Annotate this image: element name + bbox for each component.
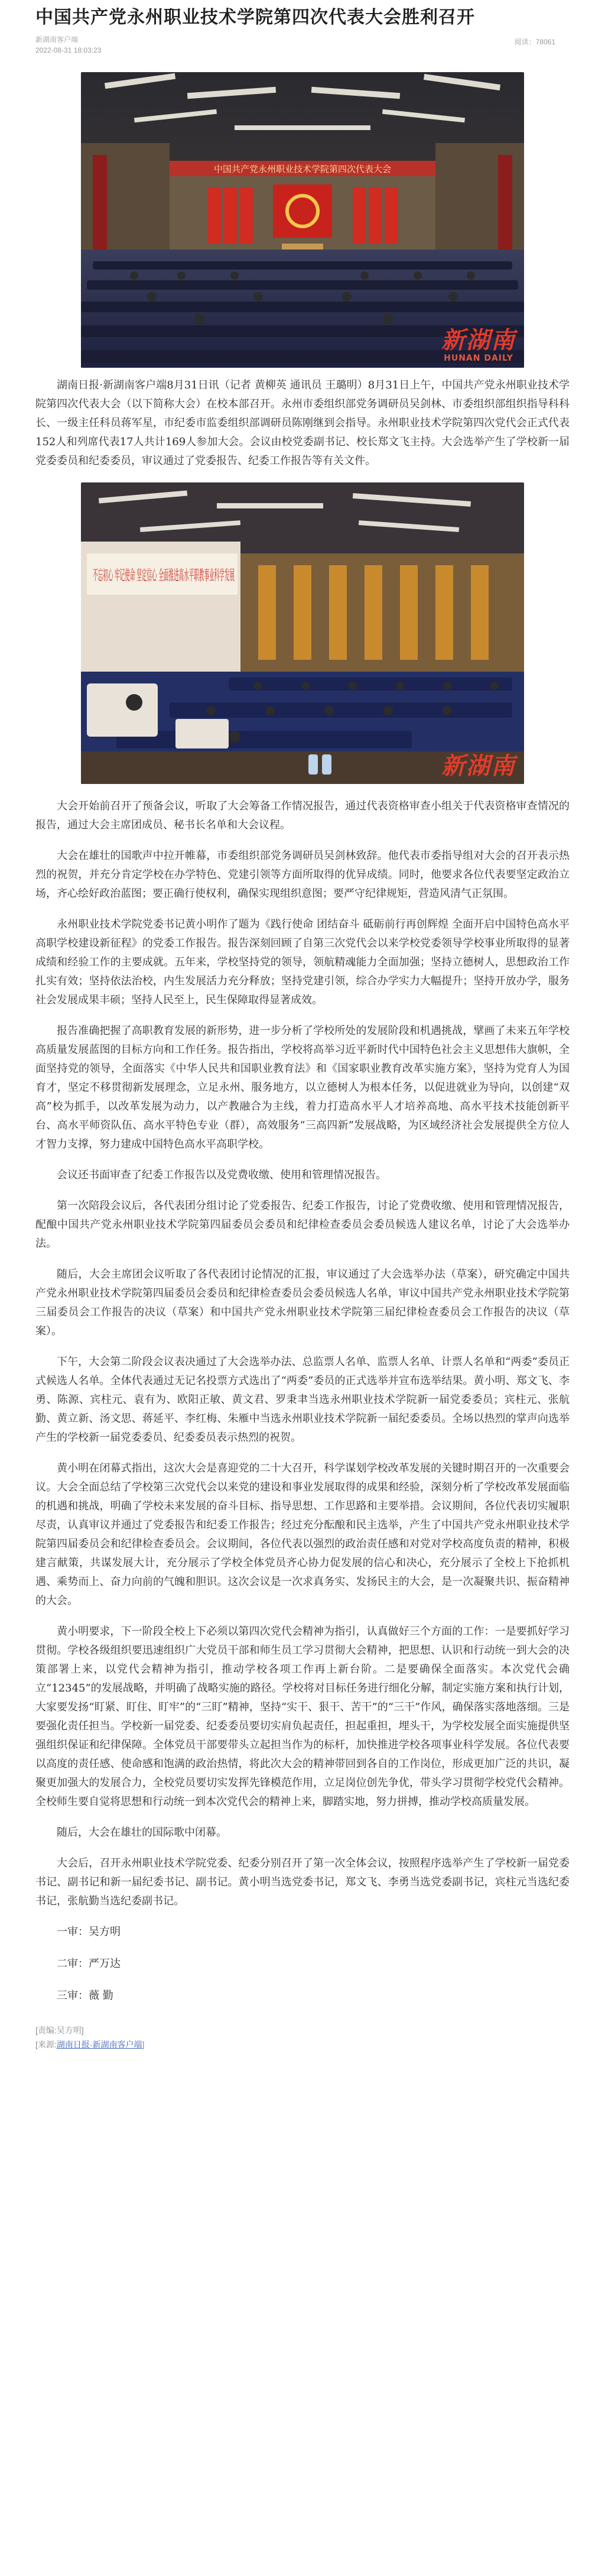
watermark-logo-text: 新湖南 bbox=[441, 327, 516, 354]
responsible-editor: [责编:吴方明] bbox=[35, 2026, 84, 2035]
third-review-editor: 三审：薇 勤 bbox=[57, 1989, 113, 2002]
article-body-continued bbox=[35, 797, 570, 2005]
body-paragraph: 随后，大会主席团会议听取了各代表团讨论情况的汇报，审议通过了大会选举办法（草案），研究确定中国共产党永州职业技术学院第四届委员会委员和纪律检查委员会委员候选人名单，审议中国共产党永州职业技术学院第三届委员会工作报告的决议（草案）和中国共产党永州职业技术学院第三届纪律检查委员会工作报告的决议（草案）。 bbox=[35, 1268, 570, 1337]
read-count: 阅读：78061 bbox=[514, 38, 555, 46]
body-paragraph: 随后，大会在雄壮的国际歌中闭幕。 bbox=[57, 1826, 227, 1839]
auditorium-illustration-2 bbox=[81, 482, 524, 784]
source-prefix: [来源: bbox=[35, 2040, 57, 2049]
congress-hall-photo-2 bbox=[81, 482, 524, 784]
source-name: 新湖南客户端 bbox=[35, 35, 79, 44]
source-link[interactable]: 湖南日报·新湖南客户端 bbox=[56, 2040, 142, 2049]
body-paragraph: 大会开始前召开了预备会议，听取了大会筹备工作情况报告，通过代表资格审查小组关于代表资格审查情况的报告，通过大会主席团成员、秘书长名单和大会议程。 bbox=[35, 800, 570, 831]
first-review-editor: 一审：吴方明 bbox=[57, 1926, 121, 1938]
article-title: 中国共产党永州职业技术学院第四次代表大会胜利召开 bbox=[35, 7, 475, 28]
publish-datetime: 2022-08-31 18:03:23 bbox=[35, 46, 102, 54]
body-paragraph: 黄小明要求，下一阶段全校上下必须以第四次党代会精神为指引，认真做好三个方面的工作：一是要抓好学习贯彻。学校各级组织要迅速组织广大党员干部和师生员工学习贯彻大会精神，把思想、认识和行动统一到大会的决策部署上来，以党代会精神为指引，推动学校各项工作再上新台阶。二是要确保全面落实。本次党代会确立“12345”的发展战略，并明确了战略实施的路径。学校将对目标任务进行细化分解，制定实施方案和执行计划，大家要发扬“盯紧、盯住、盯牢”的“三盯”精神，坚持“实干、狠干、苦干”的“三干”作风，确保落实落地落细。三是要强化责任担当。学校新一届党委、纪委委员要切实肩负起责任，担起重担，埋头干，为学校发展全面实施提供坚强组织保证和纪律保障。全体党员干部要带头立起担当作为的标杆，加快推进学校各项事业科学发展。各位代表要以高度的责任感、使命感和饱满的政治热情，将此次大会的精神带回到各自的工作岗位，形成更加广泛的共识，凝聚更加强大的发展合力，全校党员要切实发挥先锋模范作用，立足岗位创先争优，带头学习贯彻学校党代会精神。全校师生要自觉将思想和行动统一到本次党代会的精神上来，脚踏实地，努力拼搏，推动学校高质量发展。 bbox=[35, 1625, 570, 1808]
body-paragraph: 报告准确把握了高职教育发展的新形势，进一步分析了学校所处的发展阶段和机遇挑战，擘画了未来五年学校高质量发展蓝图的目标方向和工作任务。报告指出，学校将高举习近平新时代中国特色社会主义思想伟大旗帜，全面坚持党的领导，全面落实《中华人民共和国职业教育法》和《国家职业教育改革实施方案》，坚持为党育人为国育才，坚定不移贯彻新发展理念，立足永州、服务地方，以立德树人为根本任务，以促进就业为导向，以创建“双高”校为抓手，以改革发展为动力，以产教融合为主线，着力打造高水平人才培养高地、高水平技术技能创新平台、高水平师资队伍、高水平特色专业（群），高效服务“三高四新”发展战略，为区域经济社会发展提供全方位人才智力支撑，努力建成中国特色高水平高职学校。 bbox=[35, 1025, 570, 1151]
body-paragraph: 会议还书面审查了纪委工作报告以及党费收缴、使用和管理情况报告。 bbox=[57, 1169, 386, 1181]
article-footer bbox=[35, 2023, 570, 2052]
second-review-editor: 二审：严万达 bbox=[57, 1958, 121, 1970]
body-paragraph: 大会后，召开永州职业技术学院党委、纪委分别召开了第一次全体会议，按照程序选举产生了学校新一届党委书记、副书记和新一届纪委书记、副书记。黄小明当选党委书记，郑文飞、李勇当选党委副书记，宾柱元当选纪委书记，张航勤当选纪委副书记。 bbox=[35, 1857, 570, 1907]
lead-paragraph: 湖南日报·新湖南客户端8月31日讯（记者 黄柳英 通讯员 王璐明）8月31日上午，中国共产党永州职业技术学院第四次代表大会（以下简称大会）在校本部召开。永州市委组织部党务调研员吴剑林、市委组织部组织指导科科长、一级主任科员蒋军星，市纪委市监委组织部调研员陈刚继到会指导。永州职业技术学院第四次党代会正式代表152人和列席代表17人共计169人参加大会。会议由校党委副书记、校长郑文飞主持。大会选举产生了学校新一届党委委员和纪委委员，审议通过了党委报告、纪委工作报告等有关文件。 bbox=[35, 379, 570, 467]
editor-signoff bbox=[35, 1923, 570, 2005]
body-paragraph: 第一次陪段会议后，各代表团分组讨论了党委报告、纪委工作报告，讨论了党费收缴、使用和管理情况报告，配酿中国共产党永州职业技术学院第四届委员会委员和纪律检查委员会委员候选人建议名单，讨论了大会选举办法。 bbox=[35, 1200, 570, 1250]
article-body bbox=[35, 376, 570, 471]
source-line bbox=[35, 2037, 570, 2052]
body-paragraph: 永州职业技术学院党委书记黄小明作了题为《践行使命 团结奋斗 砥砺前行再创辉煌 全面开启中国特色高水平高职学校建设新征程》的党委工作报告。报告深刻回顾了自第三次党代会以来学校党委领导学校事业所取得的显著成绩和经验工作的主要成就。五年来，学校坚持党的领导，领航精魂能力全面加强；坚持立德树人，思想政治工作扎实有效；坚持依法治校，内生发展活力充分释放；坚持党建引领，综合办学实力大幅提升；坚持开放办学，服务社会发展成果丰硕；坚持人民至上，民生保障取得显著成效。 bbox=[35, 918, 570, 1006]
article-meta bbox=[35, 34, 570, 56]
newspaper-watermark bbox=[441, 328, 516, 363]
auditorium-illustration-1 bbox=[81, 72, 524, 368]
stage-banner: 中国共产党永州职业技术学院第四次代表大会 bbox=[213, 164, 392, 174]
watermark-english: HUNAN DAILY bbox=[444, 354, 513, 363]
source-suffix: ] bbox=[142, 2040, 145, 2049]
watermark-logo-text-2: 新湖南 bbox=[441, 753, 516, 780]
body-paragraph: 大会在雄壮的国歌声中拉开帷幕，市委组织部党务调研员吴剑林致辞。他代表市委指导组对大会的召开表示热烈的祝贺，并充分肯定学校在办学特色、党建引领等方面所取得的优异成绩。同时，他要求各位代表要坚定政治立场，齐心绘好政治蓝图；要正确行使权利，确保实现组织意图；要严守纪律规矩，营造风清气正氛围。 bbox=[35, 850, 570, 900]
body-paragraph: 下午，大会第二阶段会议表决通过了大会选举办法、总监票人名单、监票人名单、计票人名单和“两委”委员正式候选人名单。全体代表通过无记名投票方式选出了“两委”委员的正式选举并宣布选举结果。黄小明、郑文飞、李勇、陈源、宾柱元、袁有为、欧阳正敏、黄文君、罗秉聿当选永州职业技术学院新一届党委委员；宾柱元、张航勤、黄立新、汤文思、蒋延平、李红梅、朱雁中当选永州职业技术学院新一届纪委委员。全场以热烈的掌声向选举产生的学校新一届党委委员、纪委委员表示热烈的祝贺。 bbox=[35, 1356, 570, 1444]
body-paragraph: 黄小明在闭幕式指出，这次大会是喜迎党的二十大召开，科学谋划学校改革发展的关键时期召开的一次重要会议。大会全面总结了学校第三次党代会以来党的建设和事业发展取得的成果和经验，深刻分析了学校改革发展面临的机遇和挑战，明确了学校未来发展的奋斗目标、指导思想、工作思路和主要举措。会议期间，各位代表切实履职尽责，认真审议并通过了党委报告和纪委工作报告；经过充分酝酿和民主选举，产生了中国共产党永州职业技术学院第四届委员会和纪律检查委员会。会议期间，各位代表以强烈的政治责任感和对党对学校高度负责的精神，积极建言献策，共谋发展大计，充分展示了学校全体党员齐心协力促发展的信心和决心，充分展示了全校上下抢抓机遇、乘势而上、奋力向前的气魄和胆识。这次会议是一次求真务实、发扬民主的大会，是一次凝聚共识、振奋精神的大会。 bbox=[35, 1462, 570, 1607]
slogan-wall-text: 不忘初心 牢记使命 坚定信心 全面推进高水平职教事业科学发展 bbox=[93, 567, 235, 584]
newspaper-watermark-2 bbox=[441, 753, 516, 779]
congress-hall-photo-1 bbox=[81, 72, 524, 368]
